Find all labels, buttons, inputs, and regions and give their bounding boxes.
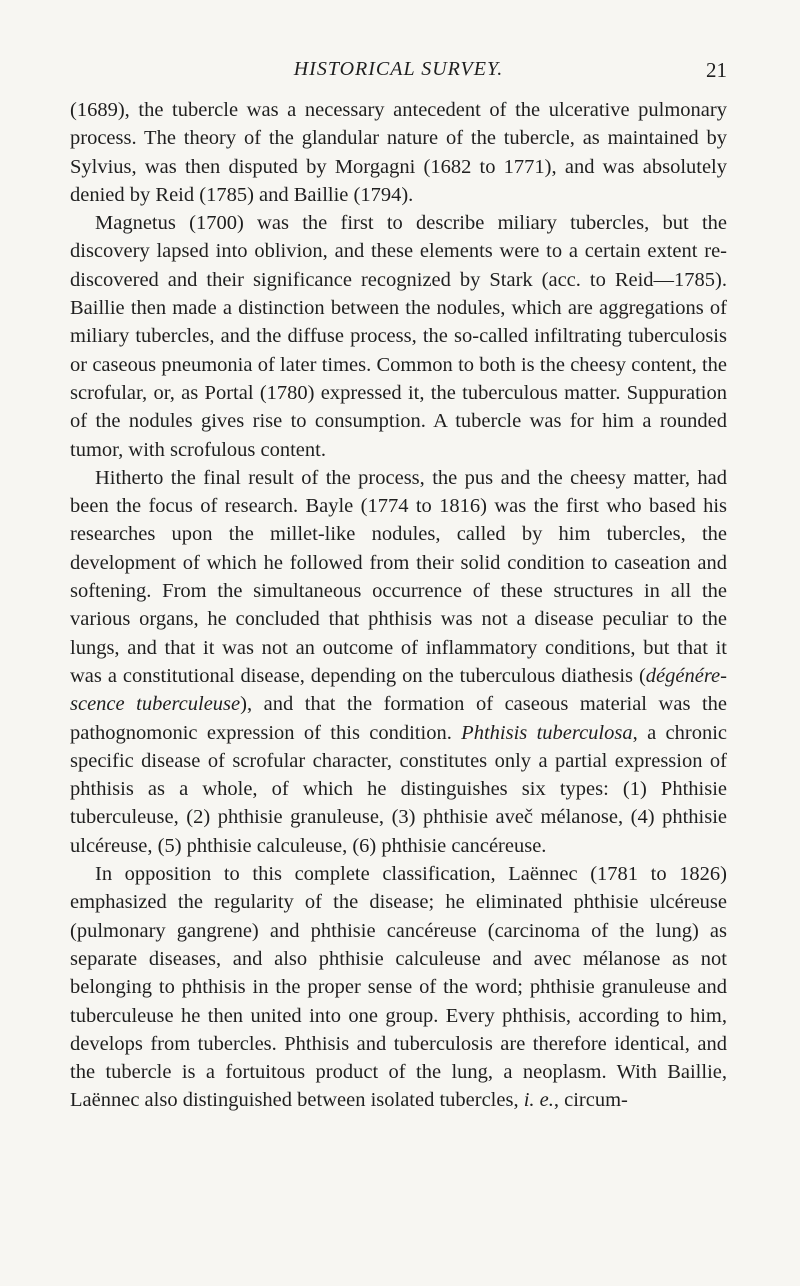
paragraph [70, 209, 727, 464]
text-run: ), and that the formation of caseous material was the pathognomonic expression of this condition. [70, 693, 727, 744]
text-run: (1689), the tubercle was a necessary antecedent of the ulcerative pulmonary process. The theory of the glandular nature of the tubercle, as maintained by Sylvius, was then disputed by Morgagni (1682 to 1771), and was absolutely denied by Reid (1785) and Baillie (1794). [70, 99, 727, 206]
text-run: Hitherto the final result of the process, the pus and the cheesy matter, had been the focus of research. Bayle (1774 to 1816) was the first who based his researches upon the millet-like nodules, called by him tubercles, the development of which he followed from their solid condition to caseation and softening. From the simultaneous occurrence of these structures in all the various organs, he concluded that phthisis was not a disease peculiar to the lungs, and that it was not an outcome of inflammatory conditions, but that it was a constitutional disease, depending on the tuberculous diathesis ( [70, 466, 727, 687]
paragraph [70, 464, 727, 860]
page-number: 21 [706, 58, 727, 82]
running-head [70, 58, 727, 88]
text-run: , circum- [553, 1089, 628, 1112]
paragraph [70, 96, 727, 209]
italic-text: i. e. [523, 1089, 554, 1112]
paragraph [70, 860, 727, 1115]
body-text [70, 96, 727, 1115]
text-run: In opposition to this complete classification, Laënnec (1781 to 1826) emphasized the regularity of the disease; he eliminated phthisie ulcéreuse (pulmonary gangrene) and phthisie cancéreuse (carcinoma of the lung) as separate diseases, and also phthisie calculeuse and avec mélanose as not belonging to phthisis in the proper sense of the word; phthisie granuleuse and tuberculeuse he then united into one group. Every phthisis, according to him, develops from tubercles. Phthisis and tuberculosis are therefore identical, and the tubercle is a fortuitous product of the lung, a neoplasm. With Baillie, Laënnec also distinguished between isolated tubercles, [70, 863, 727, 1112]
running-title: HISTORICAL SURVEY. [293, 58, 504, 80]
text-run: Magnetus (1700) was the first to describe miliary tubercles, but the discovery lapsed into oblivion, and these elements were to a certain extent re-discovered and their significance recognized by Stark (acc. to Reid—1785). Baillie then made a distinction between the nodules, which are aggregations of miliary tubercles, and the diffuse process, the so-called infiltrating tuberculosis or caseous pneumonia of later times. Common to both is the cheesy content, the scrofular, or, as Portal (1780) expressed it, the tuberculous matter. Suppuration of the nodules gives rise to consumption. A tubercle was for him a rounded tumor, with scrofulous content. [70, 212, 727, 461]
italic-text: Phthisis tuberculosa [461, 721, 633, 744]
italic-text: dégénére-scence tuberculeuse [70, 664, 727, 716]
text-run: , a chronic specific disease of scrofular character, constitutes only a partial expression of phthisis as a whole, of which he distinguishes six types: (1) Phthisie tuberculeuse, (2) phthisie granuleuse, (3) phthisie aveč mélanose, (4) phthisie ulcéreuse, (5) phthisie calculeuse, (6) phthisie cancéreuse. [70, 721, 727, 857]
